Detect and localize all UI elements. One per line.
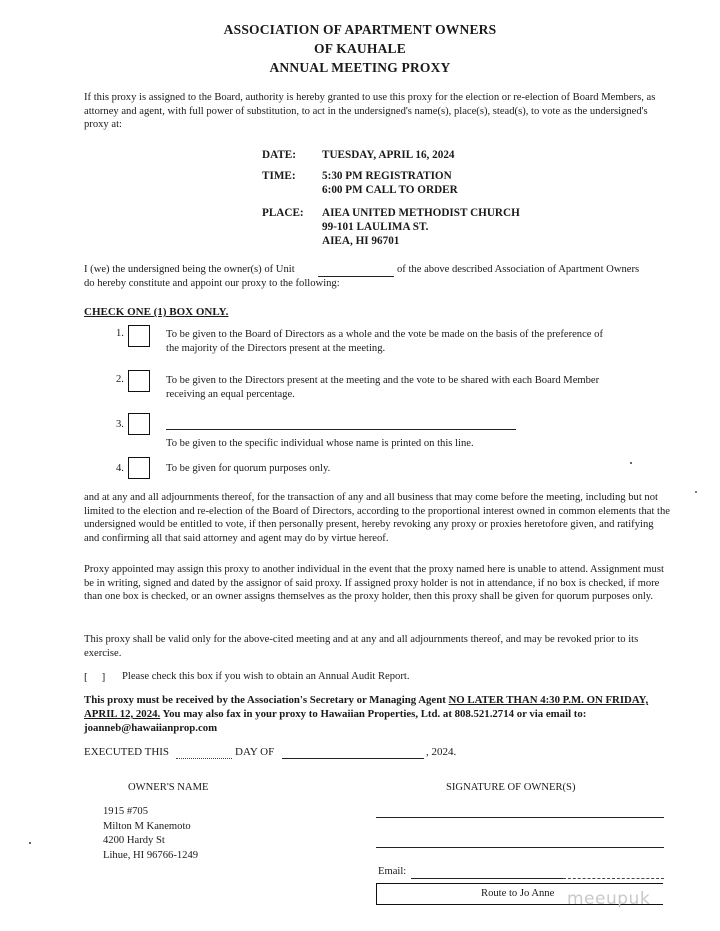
option-1-text-line1: To be given to the Board of Directors as a whole and the vote be made on the basis of the preference of — [166, 329, 603, 340]
owner-statement-part2: of the above described Association of Apartment Owners — [397, 264, 640, 275]
audit-bracket-open: [ — [84, 671, 88, 683]
proxy-individual-name-field[interactable] — [166, 429, 516, 430]
option-2-number: 2. — [116, 374, 124, 385]
executed-year: , 2024. — [426, 746, 457, 758]
email-field[interactable] — [411, 878, 563, 879]
deadline-part2: You may also fax in your proxy to Hawaiian Properties, Ltd. at 808.521.2714 or via email to: joanneb@hawaiianprop.com — [84, 708, 587, 734]
audit-bracket-close: ] — [101, 671, 106, 683]
option-3-text-line1: To be given to the specific individual whose name is printed on this line. — [166, 438, 474, 449]
owner-statement-line2: do hereby constitute and appoint our proxy to the following: — [84, 278, 340, 289]
audit-checkbox[interactable] — [84, 671, 105, 683]
time-label: TIME: — [262, 170, 296, 182]
option-2-text-line2: receiving an equal percentage. — [166, 389, 295, 400]
signature-line-2[interactable] — [376, 847, 664, 848]
executed-day-field[interactable] — [176, 758, 232, 759]
option-4-number: 4. — [116, 463, 124, 474]
scan-speck — [695, 491, 697, 493]
signature-line-1[interactable] — [376, 817, 664, 818]
watermark: meeupuk — [567, 889, 651, 909]
option-2-text-line1: To be given to the Directors present at the meeting and the vote to be shared with each Board Member — [166, 375, 600, 386]
option-1-text-line2: the majority of the Directors present at the meeting. — [166, 343, 386, 354]
mailing-street: 4200 Hardy St — [103, 835, 165, 846]
option-1-checkbox[interactable] — [128, 325, 150, 347]
mailing-unit: 1915 #705 — [103, 806, 149, 817]
validity-paragraph: This proxy shall be valid only for the above-cited meeting and at any and all adjournments thereof, and may be revoked prior to its exercise. — [84, 634, 639, 659]
signature-label: SIGNATURE OF OWNER(S) — [446, 782, 576, 793]
adjournments-paragraph: and at any and all adjournments thereof, for the transaction of any and all business that may come before the meeting, including but not limited to the election and re-election of the Board of Directors, according to the proportional interest owned in common elements that the undersigned would be entitled to vote, if then personally present, hereby revoking any proxy or proxies heretofore given, and ratifying and confirming all that said attorney and agent may do by virtue hereof. — [84, 492, 671, 544]
title-association: ASSOCIATION OF APARTMENT OWNERS — [223, 22, 497, 37]
route-text: Route to Jo Anne — [481, 888, 555, 899]
option-2-checkbox[interactable] — [128, 370, 150, 392]
date-value: TUESDAY, APRIL 16, 2024 — [322, 149, 455, 161]
place-city: AIEA, HI 96701 — [322, 235, 400, 247]
day-of-label: DAY OF — [235, 746, 275, 758]
option-4-checkbox[interactable] — [128, 457, 150, 479]
owner-statement-part1: I (we) the undersigned being the owner(s) of Unit — [84, 264, 295, 275]
mailing-owner-name: Milton M Kanemoto — [103, 820, 191, 832]
scan-speck — [29, 842, 31, 844]
date-label: DATE: — [262, 149, 296, 161]
check-one-heading: CHECK ONE (1) BOX ONLY. — [84, 306, 229, 318]
owner-name-label: OWNER'S NAME — [128, 782, 209, 793]
time-call-to-order: 6:00 PM CALL TO ORDER — [322, 184, 458, 196]
option-4-text-line1: To be given for quorum purposes only. — [166, 463, 331, 474]
executed-label: EXECUTED THIS — [84, 746, 170, 758]
audit-text: Please check this box if you wish to obtain an Annual Audit Report. — [122, 671, 410, 682]
assignment-paragraph: Proxy appointed may assign this proxy to another individual in the event that the proxy named here is unable to attend. Assignment must be in writing, signed and dated by the assignor of said proxy. If assigned proxy holder is not in attendance, if no box is checked, if more than one box is checked, or an owner assigns themselves as the proxy holder, then this proxy shall be given for quorum purposes only. — [84, 564, 664, 602]
place-name: AIEA UNITED METHODIST CHURCH — [322, 207, 520, 219]
deadline-date: NO LATER THAN 4:30 P.M. ON FRIDAY, APRIL 12, 2024. — [84, 694, 649, 720]
unit-number-field[interactable] — [318, 276, 394, 277]
option-3-checkbox[interactable] — [128, 413, 150, 435]
title-kauhale: OF KAUHALE — [314, 41, 406, 56]
time-registration: 5:30 PM REGISTRATION — [322, 170, 452, 182]
intro-paragraph: If this proxy is assigned to the Board, authority is hereby granted to use this proxy for the election or re-election of Board Members, as attorney and agent, with full power of substitution, to act in the undersigned's name(s), place(s), stead(s), to vote as the undersigned's proxy at: — [84, 92, 656, 130]
title-proxy: ANNUAL MEETING PROXY — [269, 60, 451, 75]
email-label: Email: — [378, 866, 407, 877]
mailing-address — [103, 805, 198, 863]
place-label: PLACE: — [262, 207, 304, 219]
scan-speck — [630, 462, 632, 464]
email-field-extension — [563, 878, 664, 879]
deadline-part1: This proxy must be received by the Association's Secretary or Managing Agent — [84, 694, 449, 706]
deadline-paragraph — [84, 693, 674, 735]
option-1-number: 1. — [116, 328, 124, 339]
executed-month-field[interactable] — [282, 758, 424, 759]
option-3-number: 3. — [116, 419, 124, 430]
place-street: 99-101 LAULIMA ST. — [322, 221, 429, 233]
mailing-city: Lihue, HI 96766-1249 — [103, 849, 199, 861]
